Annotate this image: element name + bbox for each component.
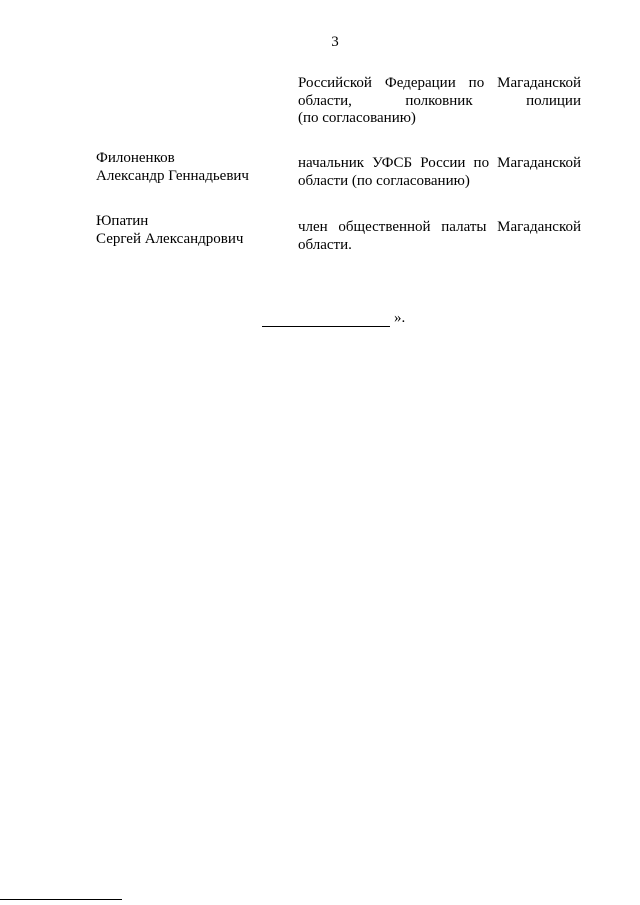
member-name-filonenkov: [96, 150, 276, 185]
footnote-rule: [0, 899, 122, 900]
text-line: области, полковник полиции: [298, 92, 581, 109]
closing-quote: ».: [394, 310, 406, 326]
closing-rule: [262, 315, 390, 327]
text-line: (по согласованию): [298, 110, 416, 126]
member-given-names: Сергей Александрович: [96, 230, 244, 247]
closing-mark: [262, 310, 405, 327]
member-name-yupatin: [96, 213, 276, 248]
page-number: 3: [331, 34, 339, 50]
text-line: области.: [298, 236, 352, 253]
text-line: член общественной палаты Магаданской: [298, 219, 581, 235]
text-line: начальник УФСБ России по Магаданской: [298, 155, 581, 171]
text-line: Российской Федерации по Магаданской: [298, 75, 581, 91]
member-position-yupatin: [298, 219, 581, 254]
member-position-filonenkov: [298, 155, 581, 190]
continued-position-text: [298, 75, 581, 128]
text-line: области (по согласованию): [298, 172, 470, 189]
member-surname: Юпатин: [96, 213, 149, 229]
member-given-names: Александр Геннадьевич: [96, 167, 249, 184]
member-surname: Филоненков: [96, 150, 175, 166]
